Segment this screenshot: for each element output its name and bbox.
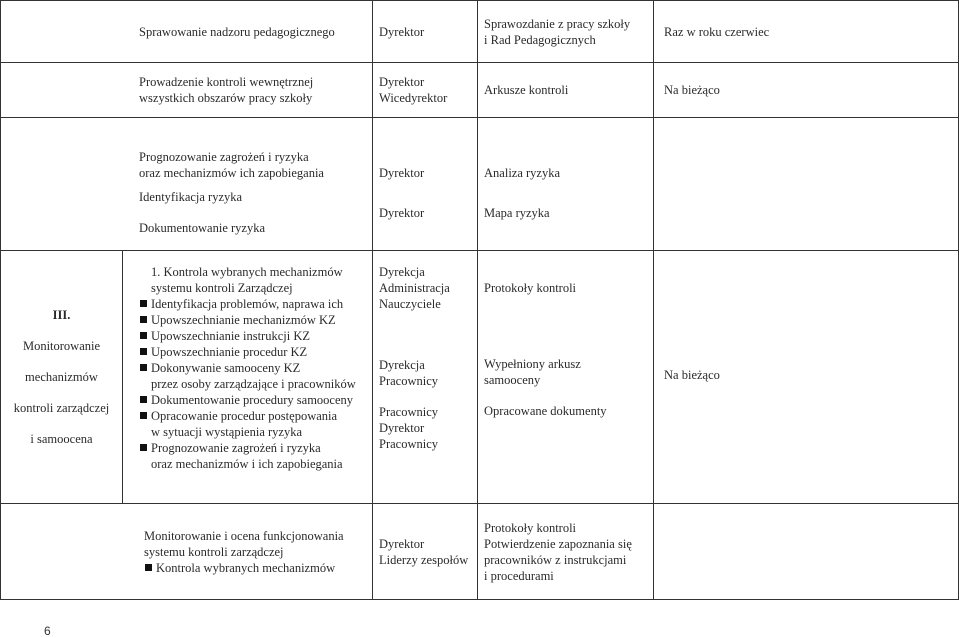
table-row <box>1 1 959 63</box>
document-cell: Analiza ryzyka <box>478 118 654 186</box>
section-number: III. <box>52 308 71 322</box>
responsible-cell: Dyrekcja Administracja Nauczyciele Dyrekcja Pracownicy Pracownicy Dyrektor Pracownicy <box>373 251 478 504</box>
list-item: Dokumentowanie procedury samooceny <box>139 392 366 408</box>
date-cell: Na bieżąco <box>654 63 959 118</box>
document-cell: Mapa ryzyka <box>478 186 654 251</box>
task-cell: Prognozowanie zagrożeń i ryzyka oraz mechanizmów ich zapobiegania <box>1 118 373 186</box>
responsible-cell: Dyrektor <box>373 186 478 251</box>
list-item: Upowszechnianie procedur KZ <box>139 344 366 360</box>
document-cell: Arkusze kontroli <box>478 63 654 118</box>
document-cell: Protokoły kontroli Wypełniony arkusz samooceny Opracowane dokumenty <box>478 251 654 504</box>
responsible-cell: Dyrektor Liderzy zespołów <box>373 504 478 600</box>
task-cell: Prowadzenie kontroli wewnętrznej wszystkich obszarów pracy szkoły <box>1 63 373 118</box>
document-cell: Protokoły kontroli Potwierdzenie zapoznania się pracowników z instrukcjami i procedurami <box>478 504 654 600</box>
section-cell: III. Monitorowanie mechanizmów kontroli zarządczej i samoocena <box>1 251 123 504</box>
list-item: Prognozowanie zagrożeń i ryzyka <box>139 440 366 456</box>
document-cell: Sprawozdanie z pracy szkoły i Rad Pedagogicznych <box>478 1 654 63</box>
responsible-cell: Dyrektor <box>373 118 478 186</box>
table-row <box>1 251 959 504</box>
task-cell: Sprawowanie nadzoru pedagogicznego <box>1 1 373 63</box>
list-item: Upowszechnianie mechanizmów KZ <box>139 312 366 328</box>
date-cell <box>654 118 959 251</box>
table-row <box>1 63 959 118</box>
list-item: Kontrola wybranych mechanizmów <box>144 560 366 576</box>
task-cell: Monitorowanie i ocena funkcjonowania systemu kontroli zarządczej Kontrola wybranych mechanizmów <box>1 504 373 600</box>
list-item: Identyfikacja problemów, naprawa ich <box>139 296 366 312</box>
task-cell: 1. Kontrola wybranych mechanizmów systemu kontroli Zarządczej Identyfikacja problemów, naprawa ich Upowszechnianie mechanizmów KZ Upowszechnianie instrukcji KZ Upowszechnianie procedur KZ Dokonywanie samooceny KZ przez osoby zarządzające i pracowników Dokumentowanie procedury samooceny Opracowanie procedur postępowania w sytuacji wystąpienia ryzyka Prognozowanie zagrożeń i ryzyka oraz mechanizmów i ich zapobiegania <box>123 251 373 504</box>
responsible-cell: Dyrektor <box>373 1 478 63</box>
list-item: Dokonywanie samooceny KZ <box>139 360 366 376</box>
list-item: Opracowanie procedur postępowania <box>139 408 366 424</box>
table-row <box>1 504 959 600</box>
date-cell: Raz w roku czerwiec <box>654 1 959 63</box>
task-cell: Identyfikacja ryzyka Dokumentowanie ryzyka <box>1 186 373 251</box>
page-number: 6 <box>44 624 51 638</box>
table-row <box>1 118 959 186</box>
date-cell <box>654 504 959 600</box>
date-cell: Na bieżąco <box>654 251 959 504</box>
list-item: Upowszechnianie instrukcji KZ <box>139 328 366 344</box>
responsible-cell: Dyrektor Wicedyrektor <box>373 63 478 118</box>
